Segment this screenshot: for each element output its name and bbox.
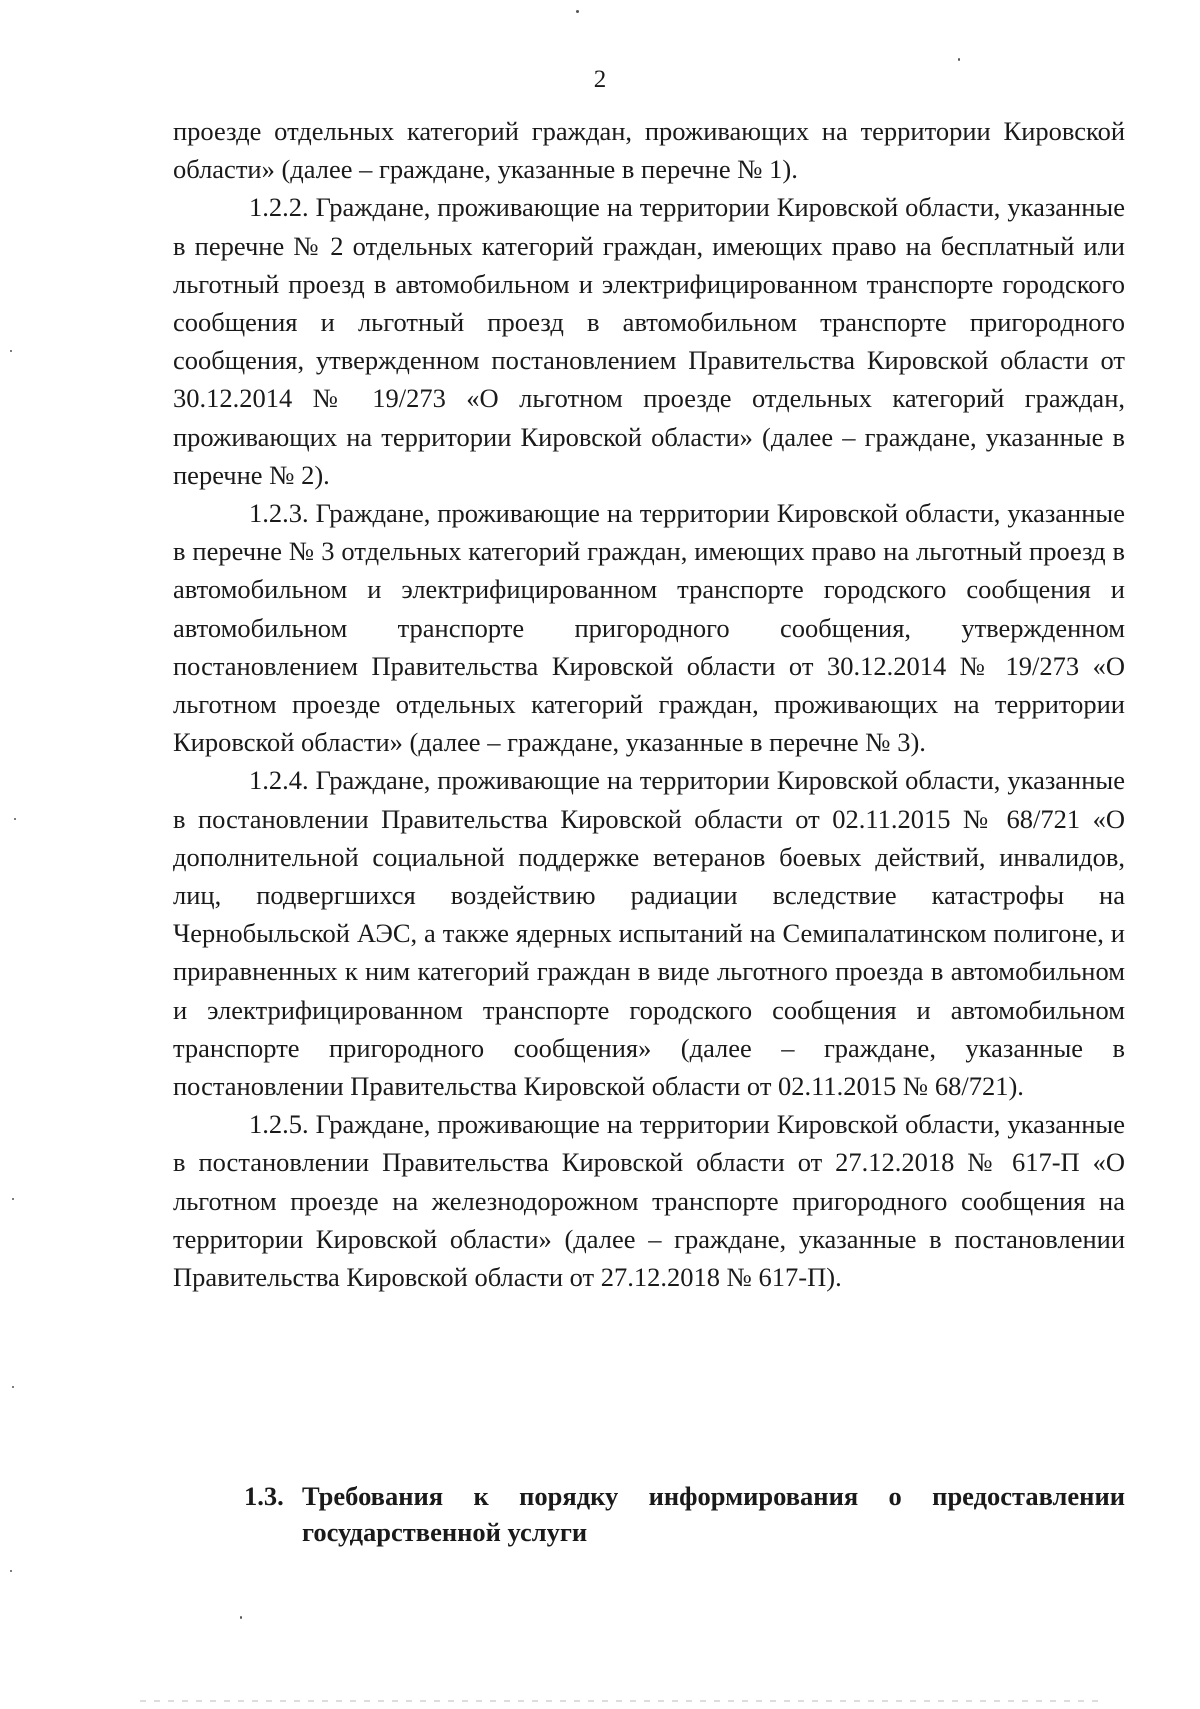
scan-speck	[576, 10, 579, 13]
scan-edge-noise	[140, 1700, 1100, 1702]
paragraph-continuation: проезде отдельных категорий граждан, проживающих на территории Кировской области» (далее – граждане, указанные в перечне № 1).	[173, 116, 1125, 185]
scan-speck	[12, 1386, 14, 1388]
section-heading-number: 1.3.	[244, 1481, 284, 1511]
paragraph-1-2-2: 1.2.2. Граждане, проживающие на территории Кировской области, указанные в перечне № 2 отдельных категорий граждан, имеющих право на бесплатный или льготный проезд в автомобильном и электрифицированном транспорте городского сообщения и льготный проезд в автомобильном транспорте пригородного сообщения, утвержденном постановлением Правительства Кировской области от 30.12.2014 № 19/273 «О льготном проезде отдельных категорий граждан, проживающих на территории Кировской области» (далее – граждане, указанные в перечне № 2).	[173, 192, 1125, 490]
scan-speck	[240, 1616, 242, 1619]
section-heading	[244, 1478, 1125, 1550]
paragraph-1-2-4: 1.2.4. Граждане, проживающие на территории Кировской области, указанные в постановлении Правительства Кировской области от 02.11.2015 № 68/721 «О дополнительной социальной поддержке ветеранов боевых действий, инвалидов, лиц, подвергшихся воздействию радиации вследствие катастрофы на Чернобыльской АЭС, а также ядерных испытаний на Семипалатинском полигоне, и приравненных к ним категорий граждан в виде льготного проезда в автомобильном и электрифицированном транспорте городского сообщения и автомобильном транспорте пригородного сообщения» (далее – граждане, указанные в постановлении Правительства Кировской области от 02.11.2015 № 68/721).	[173, 765, 1125, 1102]
paragraph-1-2-3: 1.2.3. Граждане, проживающие на территории Кировской области, указанные в перечне № 3 отдельных категорий граждан, имеющих право на льготный проезд в автомобильном и электрифицированном транспорте городского сообщения и автомобильном транспорте пригородного сообщения, утвержденном постановлением Правительства Кировской области от 30.12.2014 № 19/273 «О льготном проезде отдельных категорий граждан, проживающих на территории Кировской области» (далее – граждане, указанные в перечне № 3).	[173, 498, 1125, 758]
section-heading-text: Требования к порядку информирования о предоставлении государственной услуги	[302, 1481, 1125, 1547]
scan-speck	[958, 58, 960, 61]
scan-speck	[12, 1198, 14, 1200]
page-number: 2	[593, 66, 607, 93]
scan-speck	[14, 818, 16, 820]
paragraph-1-2-5: 1.2.5. Граждане, проживающие на территории Кировской области, указанные в постановлении Правительства Кировской области от 27.12.2018 № 617-П «О льготном проезде на железнодорожном транспорте пригородного сообщения на территории Кировской области» (далее – граждане, указанные в постановлении Правительства Кировской области от 27.12.2018 № 617-П).	[173, 1109, 1125, 1293]
body-text	[173, 112, 1125, 1296]
scan-speck	[10, 350, 12, 352]
scan-speck	[10, 1570, 12, 1572]
